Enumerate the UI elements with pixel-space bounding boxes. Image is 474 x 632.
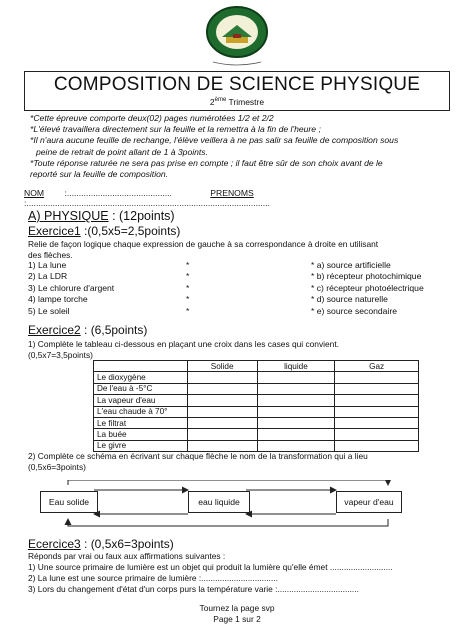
answer-cell[interactable] (187, 372, 257, 383)
answer-cell[interactable] (187, 429, 257, 440)
answer-cell[interactable] (257, 429, 335, 440)
exercise1-right-column (311, 260, 424, 317)
states-table (93, 360, 419, 452)
list-item: 1) Une source primaire de lumière est un objet qui produit la lumière qu'elle émet ........................... (28, 562, 393, 572)
exercise1-anchor-column (186, 260, 189, 317)
list-item: 3) Lors du changement d'état d'un corps purs la température varie :................................... (28, 584, 359, 594)
list-item: 2) La LDR (28, 271, 68, 282)
exam-rules (30, 113, 450, 180)
row-label: De l'eau à -5°C (94, 383, 188, 394)
answer-cell[interactable] (257, 372, 335, 383)
rule-line: *Il n'aura aucune feuille de rechange, l'élève veillera à ne pas salir sa feuille de composition sous (30, 135, 399, 146)
answer-cell[interactable] (257, 417, 335, 428)
rule-line: reporté sur la feuille de composition. (30, 169, 169, 180)
answer-cell[interactable] (257, 395, 335, 406)
table-row (94, 372, 419, 383)
answer-cell[interactable] (257, 406, 335, 417)
rule-line: *Cette épreuve comporte deux(02) pages numérotées 1/2 et 2/2 (30, 113, 274, 123)
list-item[interactable]: * e) source secondaire (311, 305, 397, 316)
row-label: Le givre (94, 440, 188, 451)
list-item[interactable]: * a) source artificielle (311, 260, 391, 270)
turn-page-note: Tournez la page svp (199, 603, 275, 613)
arrow-solid-to-vapour (68, 480, 388, 485)
answer-cell[interactable] (187, 440, 257, 451)
rule-line: *L'élevé travaillera directement sur la feuille et la remettra à la fin de l'heure ; (30, 124, 321, 135)
link-anchor[interactable]: * (186, 294, 190, 305)
flow-box-solid: Eau solide (40, 491, 98, 513)
school-logo (193, 4, 281, 70)
list-item: 3) Le chlorure d'argent (28, 282, 115, 293)
table-header: Gaz (335, 361, 419, 372)
list-item[interactable]: * b) récepteur photochimique (311, 271, 422, 282)
row-label: Le filtrat (94, 417, 188, 428)
answer-cell[interactable] (187, 417, 257, 428)
identity-line (24, 188, 474, 208)
table-row (94, 440, 419, 451)
table-header: Solide (187, 361, 257, 372)
answer-cell[interactable] (257, 440, 335, 451)
exercise1-instruction: Relie de façon logique chaque expression de gauche à sa correspondance à droite en utilisant des flèches. (28, 239, 379, 260)
list-item: 5) Le soleil (28, 305, 70, 316)
answer-cell[interactable] (187, 383, 257, 394)
flow-box-liquid: eau liquide (188, 491, 250, 513)
link-anchor[interactable]: * (186, 260, 190, 270)
answer-cell[interactable] (335, 395, 419, 406)
list-item[interactable]: * d) source naturelle (311, 294, 388, 305)
table-row (94, 417, 419, 428)
table-row (94, 406, 419, 417)
exercise2-heading: Exercice2 : (6,5points) (28, 323, 148, 337)
answer-cell[interactable] (335, 406, 419, 417)
link-anchor[interactable]: * (186, 305, 190, 316)
link-anchor[interactable]: * (186, 271, 190, 282)
exam-title: COMPOSITION DE SCIENCE PHYSIQUE (53, 74, 421, 95)
flow-box-vapour: vapeur d'eau (336, 491, 402, 513)
answer-cell[interactable] (187, 406, 257, 417)
page-number: Page 1 sur 2 (213, 614, 261, 624)
list-item: 4) lampe torche (28, 294, 88, 305)
list-item: 2) La lune est une source primaire de lumière :................................. (28, 573, 278, 583)
answer-cell[interactable] (335, 372, 419, 383)
answer-cell[interactable] (335, 429, 419, 440)
table-row (94, 429, 419, 440)
rule-line: peine de retrait de point allant de 1 à 3points. (36, 146, 208, 157)
table-header: liquide (257, 361, 335, 372)
row-label: L'eau chaude à 70° (94, 406, 188, 417)
answer-cell[interactable] (335, 440, 419, 451)
section-physique-heading: A) PHYSIQUE : (12points) (28, 209, 175, 223)
trimester-label: 2ème Trimestre (209, 97, 265, 107)
exercise2-question2: 2) Complète ce schéma en écrivant sur chaque flèche le nom de la transformation qui a lieu (0,5x6=3points) (28, 451, 368, 472)
link-anchor[interactable]: * (186, 282, 190, 293)
table-row (94, 395, 419, 406)
table-header (94, 361, 188, 372)
exercise1-left-column (28, 260, 114, 317)
exercise3-body: Réponds par vrai ou faux aux affirmations suivantes : 1) Une source primaire de lumière est un objet qui produit la lumière qu'elle émet ........................... 2) La lune est une source primaire de lumière :................................. 3) Lors du changement d'état d'un corps purs la température varie :................................... (28, 551, 468, 595)
exercise1-heading: Exercice1 :(0,5x5=2,5points) (28, 224, 181, 238)
answer-cell[interactable] (335, 383, 419, 394)
title-box (24, 71, 450, 111)
prenoms-field[interactable]: PRENOMS :...................................................................................................... (24, 188, 270, 208)
answer-cell[interactable] (335, 417, 419, 428)
arrow-vapour-to-solid (68, 519, 388, 526)
answer-cell[interactable] (257, 383, 335, 394)
answer-cell[interactable] (187, 395, 257, 406)
exercise3-heading: Ecercice3 : (0,5x6=3points) (28, 537, 174, 551)
table-header-row (94, 361, 419, 372)
row-label: La vapeur d'eau (94, 395, 188, 406)
nom-field[interactable]: NOM :............................................ (24, 188, 172, 198)
rule-line: *Toute réponse raturée ne sera pas prise en compte ; il faut être sûr de son choix avant de le (30, 157, 383, 168)
list-item[interactable]: * c) récepteur photoélectrique (311, 282, 424, 293)
row-label: La buée (94, 429, 188, 440)
row-label: Le dioxygène (94, 372, 188, 383)
list-item: 1) La lune (28, 260, 67, 270)
exercise2-question1: 1) Complète le tableau ci-dessous en plaçant une croix dans les cases qui convient. (0,5x7=3,5points) (28, 339, 339, 360)
table-row (94, 383, 419, 394)
